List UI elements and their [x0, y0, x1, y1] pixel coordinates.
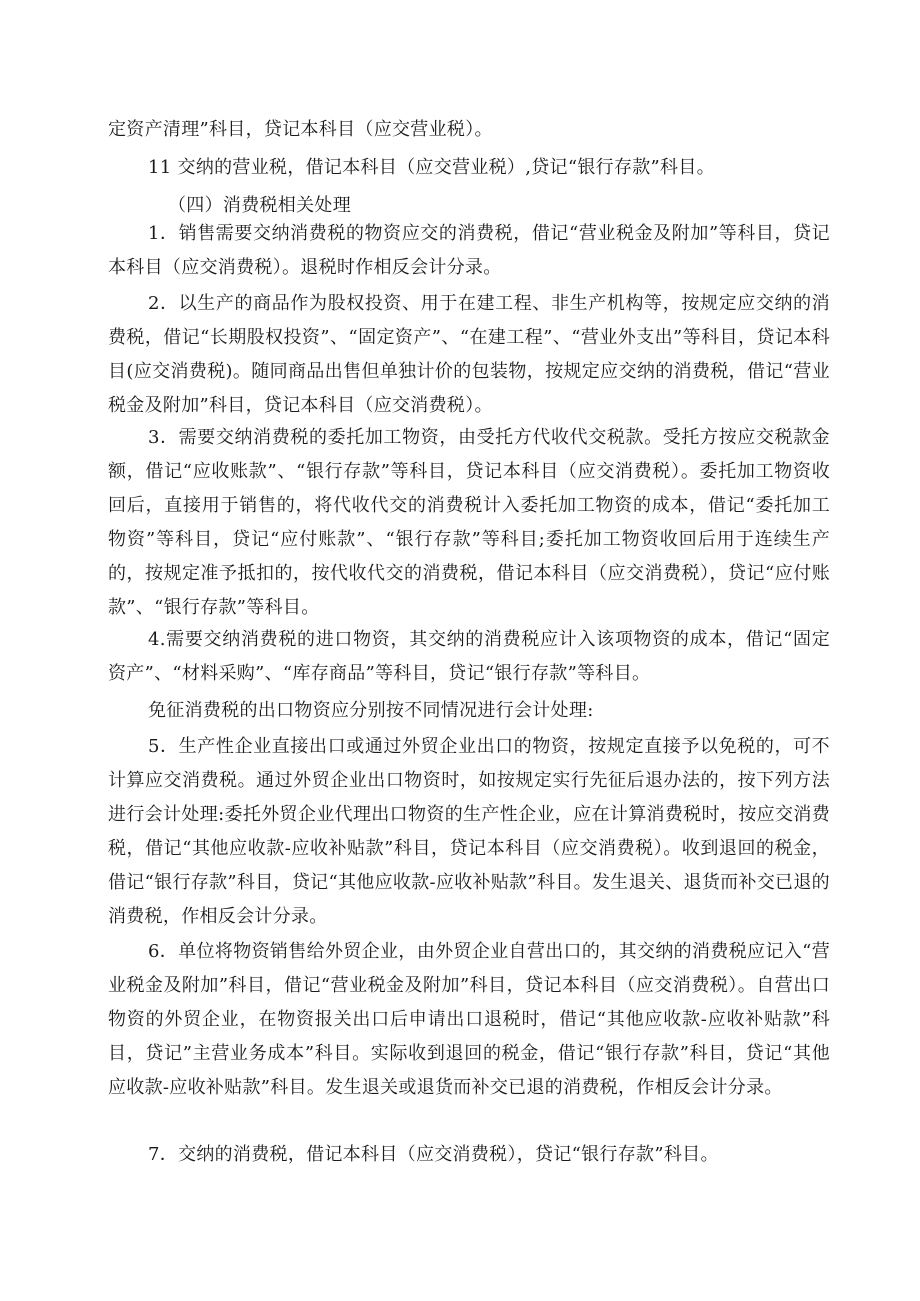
section-heading: （四）消费税相关处理: [168, 195, 351, 216]
paragraph-item-6: 6．单位将物资销售给外贸企业，由外贸企业自营出口的，其交纳的消费税应记入“营业税金及附加”科目，借记“营业税金及附加”科目，贷记本科目（应交消费税）。自营出口物资的外贸企业，在物资报关出口后申请出口退税时，借记“其他应收款-应收补贴款”科目，贷记”主营业务成本”科目。实际收到退回的税金，借记“银行存款”科目，贷记“其他应收款-应收补贴款”科目。发生退关或退货而补交已退的消费税，作相反会计分录。: [108, 941, 830, 1098]
paragraph-item-7: 7．交纳的消费税，借记本科目（应交消费税），贷记“银行存款”科目。: [148, 1144, 719, 1165]
paragraph-item-4: 4.需要交纳消费税的进口物资，其交纳的消费税应计入该项物资的成本，借记“固定资产”、“材料采购”、“库存商品”等科目，贷记“银行存款”等科目。: [108, 629, 830, 684]
paragraph-continuation: 定资产清理”科目，贷记本科目（应交营业税）。: [108, 119, 493, 140]
paragraph-item-1: 1．销售需要交纳消费税的物资应交的消费税，借记“营业税金及附加”等科目，贷记本科目（应交消费税）。退税时作相反会计分录。: [108, 223, 830, 278]
paragraph-item-5: 5．生产性企业直接出口或通过外贸企业出口的物资，按规定直接予以免税的，可不计算应交消费税。通过外贸企业出口物资时，如按规定实行先征后退办法的，按下列方法进行会计处理:委托外贸企业代理出口物资的生产性企业，应在计算消费税时，按应交消费税，借记“其他应收款-应收补贴款”科目，贷记本科目（应交消费税）。收到退回的税金，借记“银行存款”科目，贷记“其他应收款-应收补贴款”科目。发生退关、退货而补交已退的消费税，作相反会计分录。: [108, 736, 830, 927]
paragraph-item-2: 2．以生产的商品作为股权投资、用于在建工程、非生产机构等，按规定应交纳的消费税，借记“长期股权投资”、“固定资产”、“在建工程”、“营业外支出”等科目，贷记本科目(应交消费税)。随同商品出售但单独计价的包装物，按规定应交纳的消费税，借记“营业税金及附加”科目，贷记本科目（应交消费税）。: [108, 293, 830, 416]
paragraph-item-3: 3．需要交纳消费税的委托加工物资，由受托方代收代交税款。受托方按应交税款金额，借记“应收账款”、“银行存款”等科目，贷记本科目（应交消费税）。委托加工物资收回后，直接用于销售的，将代收代交的消费税计入委托加工物资的成本，借记“委托加工物资”等科目，贷记“应付账款”、“银行存款”等科目;委托加工物资收回后用于连续生产的，按规定准予抵扣的，按代收代交的消费税，借记本科目（应交消费税），贷记“应付账款”、“银行存款”等科目。: [108, 427, 830, 618]
paragraph-exempt-intro: 免征消费税的出口物资应分别按不同情况进行会计处理:: [148, 700, 594, 721]
paragraph-item-11: 11 交纳的营业税，借记本科目（应交营业税）,贷记“银行存款”科目。: [148, 157, 715, 178]
